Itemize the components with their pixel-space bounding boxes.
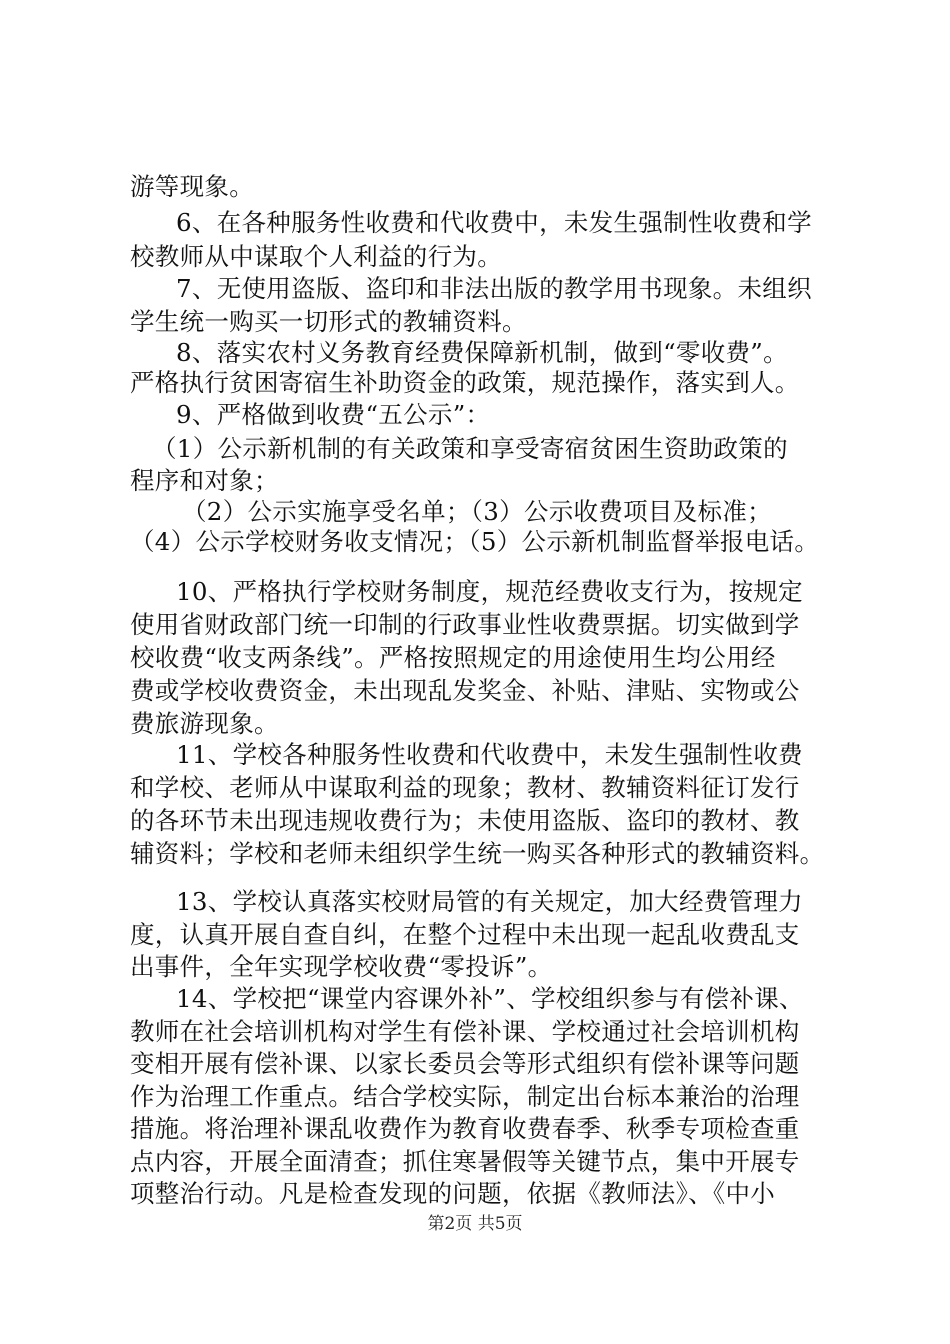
text-line: 作为治理工作重点。结合学校实际，制定出台标本兼治的治理	[130, 1082, 800, 1111]
text-line: 使用省财政部门统一印制的行政事业性收费票据。切实做到学	[130, 610, 800, 639]
text-line: 学生统一购买一切形式的教辅资料。	[130, 307, 527, 336]
text-line: （1）公示新机制的有关政策和享受寄宿贫困生资助政策的	[152, 434, 788, 463]
text-line: 13、学校认真落实校财局管的有关规定，加大经费管理力	[176, 887, 803, 916]
text-line: 严格执行贫困寄宿生补助资金的政策，规范操作，落实到人。	[130, 368, 800, 397]
text-line: 校教师从中谋取个人利益的行为。	[130, 242, 502, 271]
text-line: 10、严格执行学校财务制度，规范经费收支行为，按规定	[176, 577, 803, 606]
text-line: 和学校、老师从中谋取利益的现象；教材、教辅资料征订发行	[130, 773, 800, 802]
text-line: 点内容，开展全面清查；抓住寒暑假等关键节点，集中开展专	[130, 1147, 800, 1176]
text-line: （2）公示实施享受名单；（3）公示收费项目及标准；	[182, 497, 772, 526]
text-line: 变相开展有偿补课、以家长委员会等形式组织有偿补课等问题	[130, 1049, 800, 1078]
text-line: 措施。将治理补课乱收费作为教育收费春季、秋季专项检查重	[130, 1114, 800, 1143]
text-line: 7、无使用盗版、盗印和非法出版的教学用书现象。未组织	[176, 274, 812, 303]
text-line: （4）公示学校财务收支情况；（5）公示新机制监督举报电话。	[130, 527, 820, 556]
text-line: 8、落实农村义务教育经费保障新机制，做到“零收费”。	[176, 338, 788, 367]
text-line: 程序和对象；	[130, 466, 279, 495]
text-line: 的各环节未出现违规收费行为；未使用盗版、盗印的教材、教	[130, 806, 800, 835]
text-line: 14、学校把“课堂内容课外补”、学校组织参与有偿补课、	[176, 984, 804, 1013]
text-line: 项整治行动。凡是检查发现的问题，依据《教师法》、《中小	[130, 1179, 776, 1208]
text-line: 辅资料；学校和老师未组织学生统一购买各种形式的教辅资料。	[130, 839, 825, 868]
text-line: 度，认真开展自查自纠，在整个过程中未出现一起乱收费乱支	[130, 920, 800, 949]
text-line: 游等现象。	[130, 172, 254, 201]
text-line: 费或学校收费资金，未出现乱发奖金、补贴、津贴、实物或公	[130, 676, 800, 705]
page-number-footer: 第2页 共5页	[427, 1214, 523, 1234]
text-line: 校收费“收支两条线”。严格按照规定的用途使用生均公用经	[130, 643, 776, 672]
text-line: 出事件，全年实现学校收费“零投诉”。	[130, 952, 553, 981]
text-line: 费旅游现象。	[130, 709, 279, 738]
text-line: 9、严格做到收费“五公示”：	[176, 400, 491, 429]
text-line: 6、在各种服务性收费和代收费中，未发生强制性收费和学	[176, 208, 812, 237]
text-line: 11、学校各种服务性收费和代收费中，未发生强制性收费	[176, 740, 803, 769]
text-line: 教师在社会培训机构对学生有偿补课、学校通过社会培训机构	[130, 1017, 800, 1046]
